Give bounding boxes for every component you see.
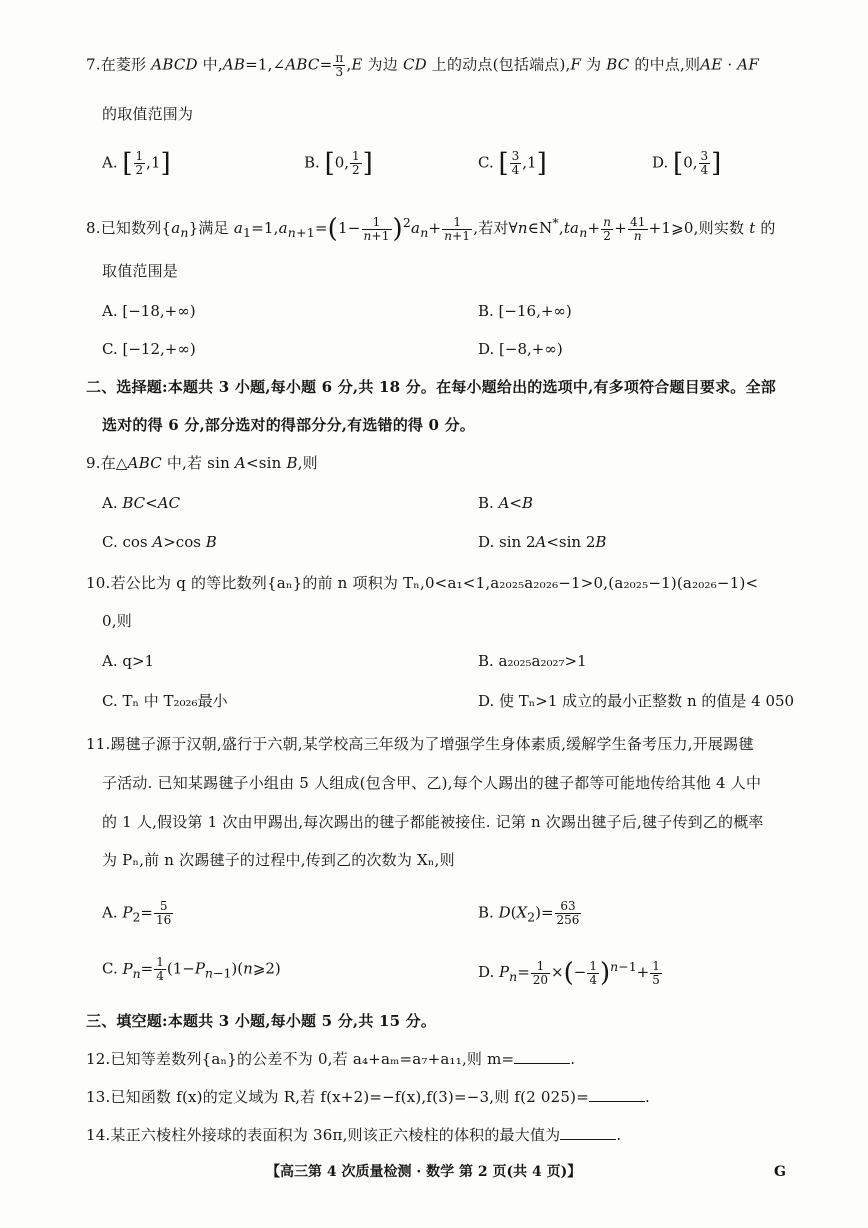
q8-option-c: C. [−12,+∞) xyxy=(102,340,196,358)
q12-text: 12.已知等差数列{aₙ}的公差不为 0,若 a₄+aₘ=a₇+a₁₁,则 m= xyxy=(86,1050,515,1068)
q11-option-b: B. $D(X_2)=$ $\frac{63}{256}$ xyxy=(478,899,580,927)
q14-text: 14.某正六棱柱外接球的表面积为 36π,则该正六棱柱的体积的最大值为 xyxy=(86,1126,561,1144)
q10-stem: 10.若公比为 q 的等比数列{aₙ}的前 n 项积为 Tₙ,0<a₁<1,a₂₀₂₅a₂₀₂₆−1>0,(a₂₀₂₅−1)(a₂₀₂₆−1)< xyxy=(86,574,759,592)
section-2-header: 二、选择题:本题共 3 小题,每小题 6 分,共 18 分。在每小题给出的选项中,有多项符合题目要求。全部 xyxy=(86,378,776,396)
q12-end: . xyxy=(570,1050,576,1068)
q14-stem xyxy=(86,1124,621,1146)
q11-stem: 11.踢毽子源于汉朝,盛行于六朝,某学校高三年级为了增强学生身体素质,缓解学生备考压力,开展踢毽 xyxy=(86,735,754,753)
version-code: G xyxy=(774,1164,786,1180)
q9-option-a: A. BC<AC xyxy=(102,494,181,512)
q7-stem-cont: 的取值范围为 xyxy=(102,105,194,123)
q13-answer-blank[interactable] xyxy=(589,1087,645,1102)
q12-stem xyxy=(86,1048,575,1070)
q11-stem-line4: 为 Pₙ,前 n 次踢毽子的过程中,传到乙的次数为 Xₙ,则 xyxy=(102,851,455,869)
q9-option-b: B. A<B xyxy=(478,494,534,512)
q10-option-a: A. q>1 xyxy=(102,652,155,670)
q9-option-d: D. sin 2A<sin 2B xyxy=(478,533,607,551)
q12-answer-blank[interactable] xyxy=(514,1049,570,1064)
q13-stem xyxy=(86,1086,650,1108)
q11-option-a: A. $P_2=$ $\frac{5}{16}$ xyxy=(102,899,172,927)
q11-stem-line2: 子活动. 已知某踢毽子小组由 5 人组成(包含甲、乙),每个人踢出的毽子都等可能地传给其他 4 人中 xyxy=(102,774,762,792)
section-2-header-cont: 选对的得 6 分,部分选对的得部分分,有选错的得 0 分。 xyxy=(102,416,476,434)
q11-stem-line3: 的 1 人,假设第 1 次由甲踢出,每次踢出的毽子都能被接住. 记第 n 次踢出毽子后,毽子传到乙的概率 xyxy=(102,813,764,831)
q7-stem: 7.在菱形 ABCD 中,AB=1,∠ABC= $\frac{\pi}{3}$ ,E 为边 CD 上的动点(包括端点),F 为 BC 的中点,则AE · AF xyxy=(86,51,759,79)
q8-stem: 8.已知数列$\{a_n\}$满足 $a_1=1,a_{n+1}=(1-$ $\frac{1}{n+1}$ )$^2a_n+$ $\frac{1}{n+1}$ ,若对$\forall n\in N^*,ta_n+$ $\frac{n}{2}$ + $\frac{41}{n}$ +1⩾0,则实数 t 的 xyxy=(86,214,776,244)
q10-option-b: B. a₂₀₂₅a₂₀₂₇>1 xyxy=(478,652,587,670)
q13-text: 13.已知函数 f(x)的定义域为 R,若 f(x+2)=−f(x),f(3)=−3,则 f(2 025)= xyxy=(86,1088,589,1106)
q7-option-a: A. [ $\frac{1}{2}$ ,1] xyxy=(102,148,171,179)
q10-option-c: C. Tₙ 中 T₂₀₂₆最小 xyxy=(102,692,228,710)
q10-stem-cont: 0,则 xyxy=(102,612,132,630)
q7-option-b: B. [0, $\frac{1}{2}$ ] xyxy=(304,148,373,179)
q14-answer-blank[interactable] xyxy=(560,1125,616,1140)
q11-option-c: C. $P_n=$ $\frac{1}{4}$ $(1-P_{n-1})(n⩾2)$ xyxy=(102,955,281,983)
q14-end: . xyxy=(616,1126,622,1144)
q7-option-d: D. [0, $\frac{3}{4}$ ] xyxy=(652,148,722,179)
q10-option-d: D. 使 Tₙ>1 成立的最小正整数 n 的值是 4 050 xyxy=(478,692,795,710)
section-3-header: 三、填空题:本题共 3 小题,每小题 5 分,共 15 分。 xyxy=(86,1012,437,1030)
q9-option-c: C. cos A>cos B xyxy=(102,533,217,551)
q8-option-d: D. [−8,+∞) xyxy=(478,340,563,358)
q9-stem: 9.在△ABC 中,若 sin A<sin B,则 xyxy=(86,454,318,472)
q11-option-d: D. $P_n=$ $\frac{1}{20}$ ×(− $\frac{1}{4}$ )$^{n-1}$+ $\frac{1}{5}$ xyxy=(478,958,660,988)
page-footer: 【高三第 4 次质量检测 · 数学 第 2 页(共 4 页)】 xyxy=(266,1164,582,1180)
q7-option-c: C. [ $\frac{3}{4}$ ,1] xyxy=(478,148,547,179)
q8-option-a: A. [−18,+∞) xyxy=(102,302,196,320)
q8-option-b: B. [−16,+∞) xyxy=(478,302,572,320)
q13-end: . xyxy=(644,1088,650,1106)
q8-stem-cont: 取值范围是 xyxy=(102,262,179,280)
